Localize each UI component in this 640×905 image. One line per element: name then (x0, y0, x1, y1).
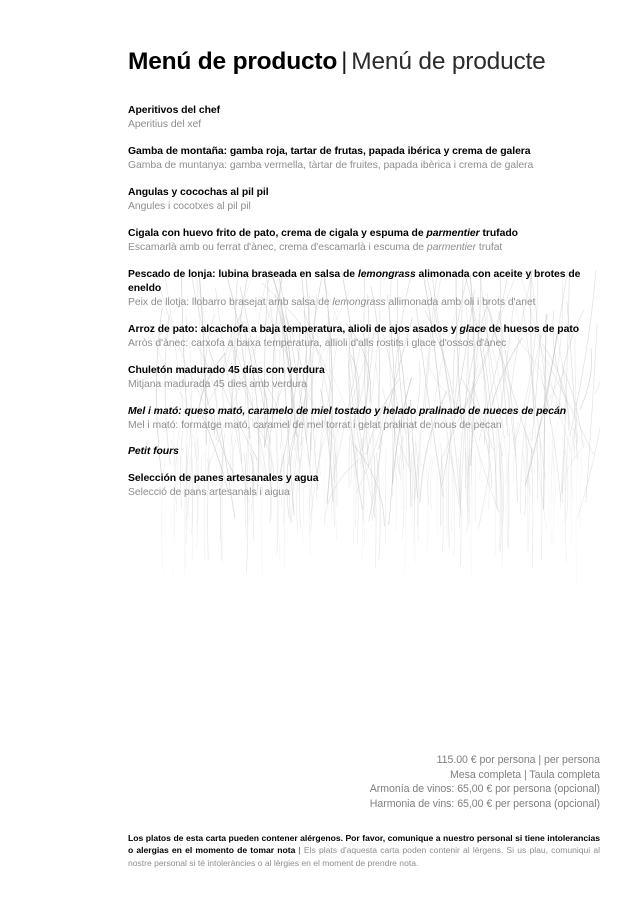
course-item (128, 227, 600, 255)
page-title-catalan: Menú de producte (351, 48, 546, 75)
course-name-catalan: Aperitius del xef (128, 119, 202, 131)
course-name-spanish: Selección de panes artesanales y agua (128, 473, 319, 485)
course-name-catalan: Mel i mató: formatge mató, caramel de mel torrat i gelat pralinat de nous de pecan (128, 419, 502, 431)
page-title (128, 48, 546, 76)
page-title-separator: | (341, 48, 348, 75)
allergen-notice-separator: | (295, 845, 304, 856)
course-name-spanish: Arroz de pato: alcachofa a baja temperatura, alioli de ajos asados y glace de huesos de pato (128, 323, 580, 335)
course-item (128, 186, 600, 214)
course-name-catalan: Arròs d'ànec: carxofa a baixa temperatura, allioli d'alls rostits i glace d'ossos d'ànec (128, 337, 507, 349)
course-name-spanish: Mel i mató: queso mató, caramelo de miel tostado y helado pralinado de nueces de pecán (128, 405, 566, 417)
course-item (128, 145, 600, 173)
course-name-catalan: Angules i cocotxes al pil pil (128, 201, 251, 213)
course-item (128, 472, 600, 500)
allergen-notice-catalan: Els plats d'aquesta carta poden contenir al lèrgens. Si us plau, comuniqui al nostre personal si té intoleràncies o al lèrgies en el moment de prendre nota. (128, 845, 600, 868)
course-list (128, 104, 600, 513)
course-item (128, 405, 600, 433)
course-name-spanish: Chuletón madurado 45 días con verdura (128, 364, 325, 376)
allergen-notice (128, 832, 600, 869)
wine-pairing-spanish: Armonía de vinos: 65,00 € por persona (opcional) (369, 783, 600, 796)
course-name-spanish: Aperitivos del chef (128, 105, 221, 116)
course-name-catalan: Selecció de pans artesanals i aigua (128, 487, 290, 499)
course-name-catalan: Peix de llotja: llobarro brasejat amb salsa de lemongrass allimonada amb oli i brots d'anet (128, 297, 536, 309)
course-name-catalan: Escamarlà amb ou ferrat d'ànec, crema d'escamarlà i escuma de parmentier trufat (128, 241, 503, 253)
course-name-spanish: Gamba de montaña: gamba roja, tartar de frutas, papada ibérica y crema de galera (128, 145, 531, 157)
course-item (128, 445, 600, 459)
pricing-block (180, 753, 600, 811)
course-name-spanish: Cigala con huevo frito de pato, crema de cigala y espuma de parmentier trufado (128, 227, 518, 239)
course-item (128, 268, 600, 311)
course-item (128, 323, 600, 351)
price-full-table: Mesa completa | Taula completa (449, 768, 600, 781)
wine-pairing-catalan: Harmonia de vins: 65,00 € per persona (opcional) (369, 797, 600, 810)
allergen-notice-spanish: Los platos de esta carta pueden contener alérgenos. Por favor, comunique a nuestro personal si tiene intolerancias o alergias en el momento de tomar nota (128, 833, 600, 856)
course-name-spanish: Angulas y cocochas al pil pil (128, 186, 269, 198)
page-title-spanish: Menú de producto (128, 48, 338, 75)
course-name-spanish: Pescado de lonja: lubina braseada en salsa de lemongrass alimonada con aceite y brotes de eneldo (128, 268, 581, 294)
course-item (128, 364, 600, 392)
course-item (128, 104, 600, 132)
course-name-catalan: Gamba de muntanya: gamba vermella, tàrtar de fruites, papada ibèrica i crema de galera (128, 160, 534, 172)
price-per-person: 115.00 € por persona | per persona (436, 754, 600, 766)
course-name-catalan: Mitjana madurada 45 dies amb verdura (128, 378, 307, 390)
course-name-spanish: Petit fours (128, 446, 179, 458)
